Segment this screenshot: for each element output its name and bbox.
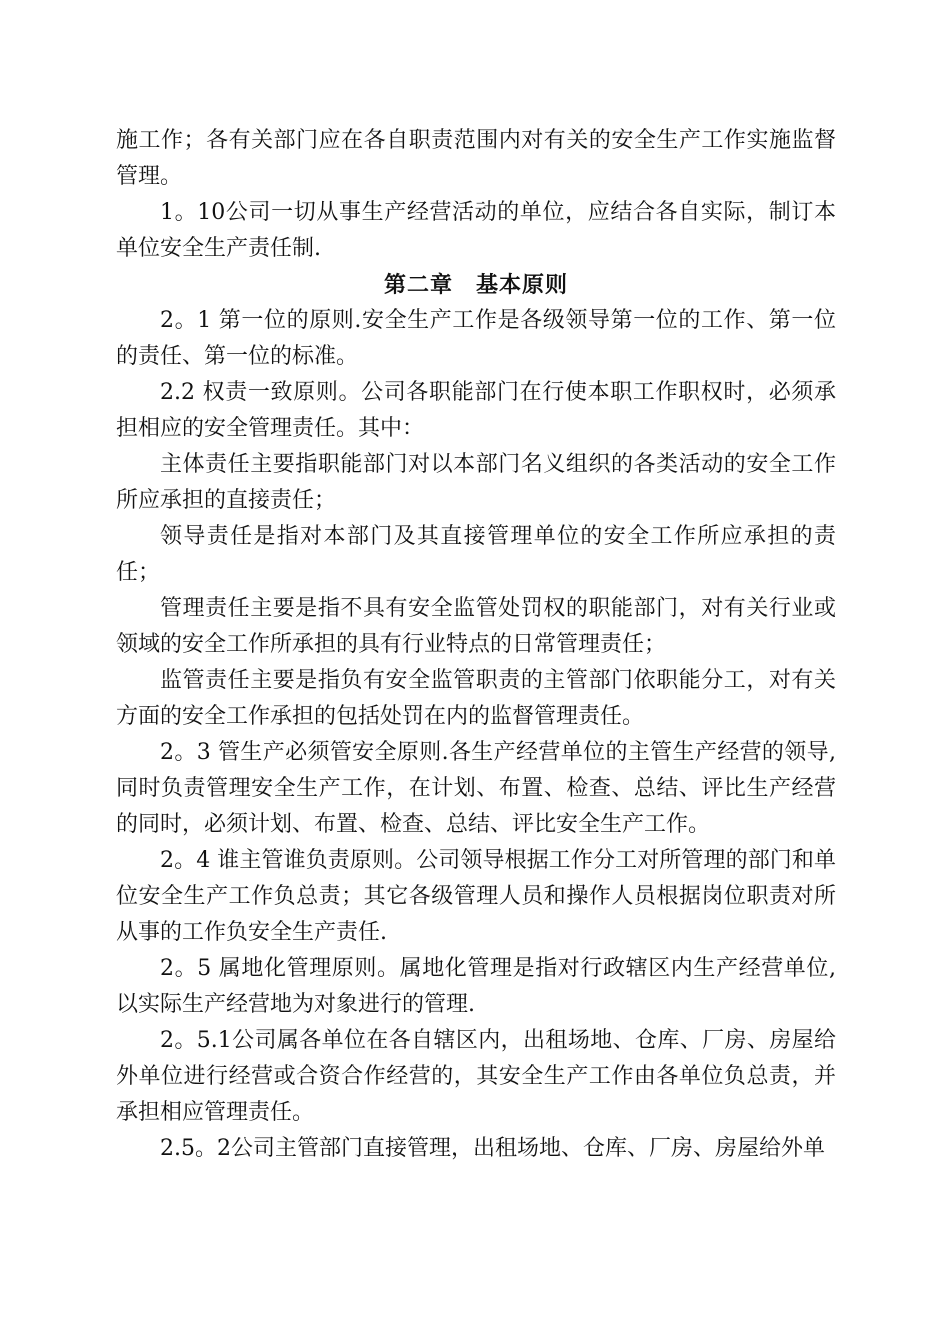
paragraph-2-1: 2。1 第一位的原则.安全生产工作是各级领导第一位的工作、第一位的责任、第一位的标准。 xyxy=(116,308,836,369)
paragraph-main-responsibility: 主体责任主要指职能部门对以本部门名义组织的各类活动的安全工作所应承担的直接责任； xyxy=(116,452,836,513)
paragraph-2-5-2: 2.5。2公司主管部门直接管理，出租场地、仓库、厂房、房屋给外单 xyxy=(160,1136,825,1161)
chapter-heading: 第二章 基本原则 xyxy=(383,272,568,298)
paragraph-2-3: 2。3 管生产必须管安全原则.各生产经营单位的主管生产经营的领导,同时负责管理安全生产工作，在计划、布置、检查、总结、评比生产经营的同时，必须计划、布置、检查、总结、评比安全生产工作。 xyxy=(116,740,836,837)
paragraph-2-2: 2.2 权责一致原则。公司各职能部门在行使本职工作职权时，必须承担相应的安全管理责任。其中： xyxy=(116,380,836,441)
paragraph-1: 施工作；各有关部门应在各自职责范围内对有关的安全生产工作实施监督管理。 xyxy=(116,128,836,189)
paragraph-2-5: 2。5 属地化管理原则。属地化管理是指对行政辖区内生产经营单位,以实际生产经营地为对象进行的管理. xyxy=(116,956,836,1017)
paragraph-1-10: 1。10公司一切从事生产经营活动的单位，应结合各自实际，制订本单位安全生产责任制. xyxy=(116,200,836,261)
paragraph-2-5-1: 2。5.1公司属各单位在各自辖区内，出租场地、仓库、厂房、房屋给外单位进行经营或合资合作经营的，其安全生产工作由各单位负总责，并承担相应管理责任。 xyxy=(116,1028,836,1125)
document-body xyxy=(116,123,836,1167)
paragraph-2-4: 2。4 谁主管谁负责原则。公司领导根据工作分工对所管理的部门和单位安全生产工作负总责；其它各级管理人员和操作人员根据岗位职责对所从事的工作负安全生产责任. xyxy=(116,848,836,945)
paragraph-management-responsibility: 管理责任主要是指不具有安全监管处罚权的职能部门，对有关行业或领域的安全工作所承担的具有行业特点的日常管理责任； xyxy=(116,596,836,657)
paragraph-supervision-responsibility: 监管责任主要是指负有安全监管职责的主管部门依职能分工，对有关方面的安全工作承担的包括处罚在内的监督管理责任。 xyxy=(116,668,836,729)
paragraph-leadership-responsibility: 领导责任是指对本部门及其直接管理单位的安全工作所应承担的责任； xyxy=(116,524,836,585)
